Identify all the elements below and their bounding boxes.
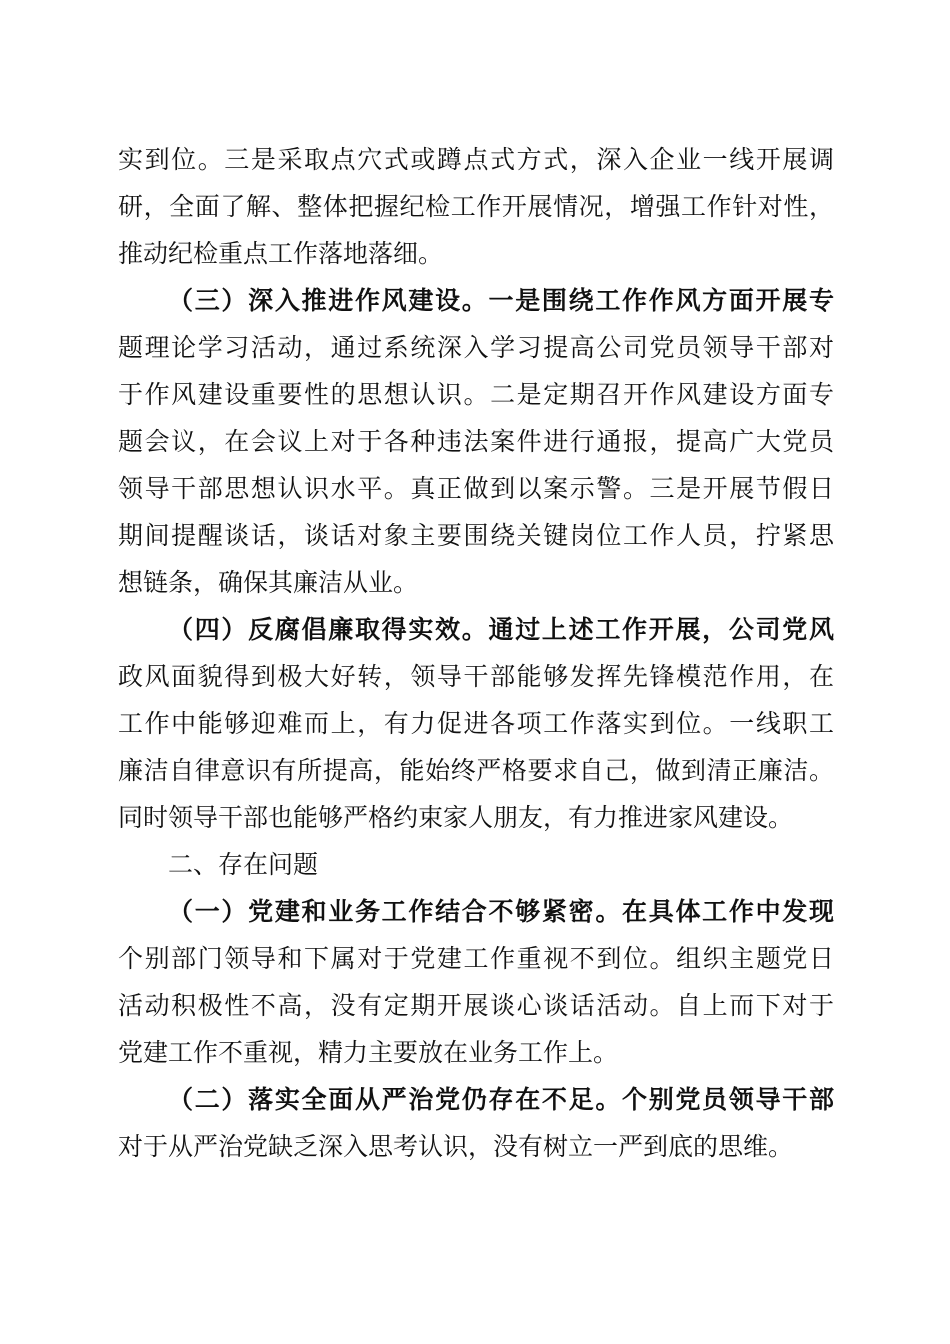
text-line: 推动纪检重点工作落地落细。	[118, 239, 444, 268]
text-line: 同时领导干部也能够严格约束家人朋友，有力推进家风建设。	[118, 803, 794, 832]
text-line: 题理论学习活动，通过系统深入学习提高公司党员领导干部对	[118, 333, 834, 362]
text-line: 党建工作不重视，精力主要放在业务工作上。	[118, 1038, 619, 1067]
chapter-heading: 二、存在问题	[168, 850, 319, 879]
text-line: 期间提醒谈话，谈话对象主要围绕关键岗位工作人员，拧紧思	[118, 521, 834, 550]
text-line: 政风面貌得到极大好转，领导干部能够发挥先锋模范作用，在	[118, 662, 834, 691]
text-line: 对于从严治党缺乏深入思考认识，没有树立一严到底的思维。	[118, 1132, 794, 1161]
text-line: 想链条，确保其廉洁从业。	[118, 568, 419, 597]
section-heading-line: （二）落实全面从严治党仍存在不足。个别党员领导干部	[168, 1085, 834, 1114]
text-line: 于作风建设重要性的思想认识。二是定期召开作风建设方面专	[118, 380, 834, 409]
text-line: 廉洁自律意识有所提高，能始终严格要求自己，做到清正廉洁。	[118, 756, 834, 785]
text-line: 工作中能够迎难而上，有力促进各项工作落实到位。一线职工	[118, 709, 834, 738]
text-line: 活动积极性不高，没有定期开展谈心谈话活动。自上而下对于	[118, 991, 834, 1020]
text-line: 领导干部思想认识水平。真正做到以案示警。三是开展节假日	[118, 474, 834, 503]
text-line: 研，全面了解、整体把握纪检工作开展情况，增强工作针对性，	[118, 192, 834, 221]
text-line: 实到位。三是采取点穴式或蹲点式方式，深入企业一线开展调	[118, 145, 834, 174]
text-line: 个别部门领导和下属对于党建工作重视不到位。组织主题党日	[118, 944, 834, 973]
section-heading-line: （一）党建和业务工作结合不够紧密。在具体工作中发现	[168, 897, 834, 926]
section-heading-line: （三）深入推进作风建设。一是围绕工作作风方面开展专	[168, 286, 834, 315]
text-line: 题会议，在会议上对于各种违法案件进行通报，提高广大党员	[118, 427, 834, 456]
section-heading-line: （四）反腐倡廉取得实效。通过上述工作开展，公司党风	[168, 615, 834, 644]
